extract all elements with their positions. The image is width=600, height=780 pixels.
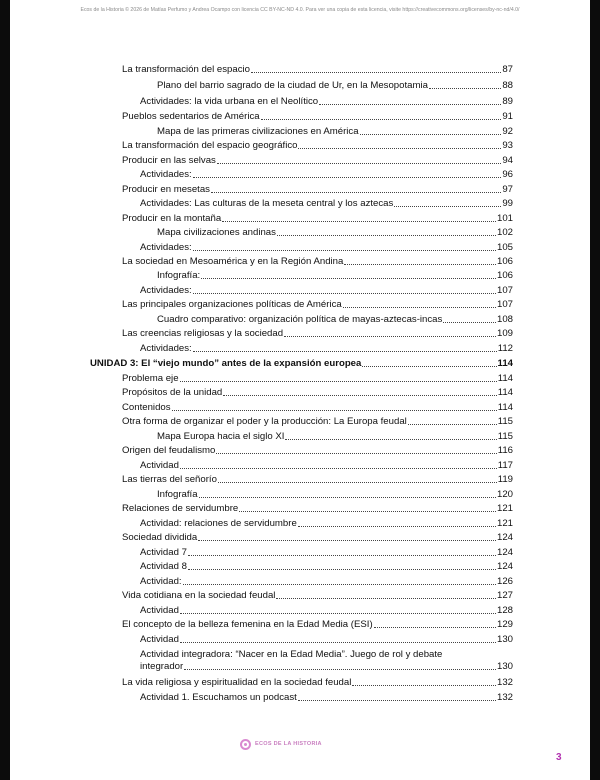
- toc-entry-title: Producir en la montaña: [122, 213, 222, 224]
- dot-leader: [284, 335, 496, 337]
- toc-entry[interactable]: [122, 213, 513, 225]
- dot-leader: [276, 597, 496, 599]
- dot-leader: [239, 510, 496, 512]
- toc-entry-title: Cuadro comparativo: organización política de mayas-aztecas-incas: [157, 314, 443, 325]
- toc-entry-page: 96: [502, 169, 513, 180]
- toc-entry-page: 114: [497, 358, 513, 369]
- toc-entry-page: 91: [502, 111, 513, 122]
- dot-leader: [193, 292, 496, 294]
- toc-entry-page: 124: [496, 532, 513, 543]
- toc-entry-page: 101: [496, 213, 513, 224]
- toc-entry[interactable]: [140, 198, 513, 210]
- toc-entry[interactable]: [122, 416, 513, 428]
- toc-entry[interactable]: [122, 445, 513, 457]
- toc-entry-title: Las tierras del señorío: [122, 474, 217, 485]
- toc-entry-page: 114: [497, 373, 513, 384]
- toc-entry-title: Actividades:: [140, 285, 192, 296]
- toc-entry-page: 107: [496, 299, 513, 310]
- toc-entry-page: 124: [496, 547, 513, 558]
- toc-entry-title: Actividad: [140, 634, 179, 645]
- dot-leader: [352, 684, 496, 686]
- toc-entry-title: Mapa civilizaciones andinas: [157, 227, 276, 238]
- toc-entry-page: 132: [496, 677, 513, 688]
- toc-entry-page: 128: [496, 605, 513, 616]
- toc-entry[interactable]: [122, 677, 513, 689]
- dot-leader: [362, 365, 496, 367]
- toc-entry[interactable]: [122, 299, 513, 311]
- dot-leader: [193, 350, 497, 352]
- dot-leader: [251, 71, 501, 73]
- dot-leader: [408, 423, 497, 425]
- toc-entry-title: Contenidos: [122, 402, 171, 413]
- toc-entry[interactable]: [140, 285, 513, 297]
- toc-entry[interactable]: [140, 547, 513, 559]
- toc-entry-page: 115: [497, 416, 513, 427]
- dot-leader: [193, 249, 496, 251]
- dot-leader: [184, 668, 496, 670]
- toc-entry-page: 97: [502, 184, 513, 195]
- toc-entry-page: 130: [496, 661, 513, 672]
- toc-entry[interactable]: [157, 314, 513, 326]
- toc-entry-title: Actividades:: [140, 242, 192, 253]
- toc-entry[interactable]: [122, 373, 513, 385]
- dot-leader: [443, 321, 496, 323]
- toc-entry-title: Otra forma de organizar el poder y la producción: La Europa feudal: [122, 416, 407, 427]
- logo-circle-icon: [240, 739, 251, 750]
- toc-entry[interactable]: [157, 489, 513, 501]
- toc-entry[interactable]: [140, 634, 513, 646]
- dot-leader: [183, 583, 496, 585]
- dot-leader: [188, 568, 496, 570]
- dot-leader: [285, 438, 496, 440]
- toc-entry[interactable]: [122, 155, 513, 167]
- toc-entry-title: Actividad:: [140, 576, 182, 587]
- toc-entry[interactable]: [140, 169, 513, 181]
- toc-entry[interactable]: [122, 140, 513, 152]
- dot-leader: [198, 539, 496, 541]
- toc-entry-title: Las creencias religiosas y la sociedad: [122, 328, 284, 339]
- toc-entry[interactable]: [140, 605, 513, 617]
- toc-entry-title: Origen del feudalismo: [122, 445, 216, 456]
- toc-entry-title: Actividades: la vida urbana en el Neolítico: [140, 96, 319, 107]
- toc-entry[interactable]: [140, 576, 513, 588]
- toc-entry-page: 127: [496, 590, 513, 601]
- toc-entry-page: 102: [496, 227, 513, 238]
- dot-leader: [222, 220, 496, 222]
- toc-entry-title: Problema eje: [122, 373, 179, 384]
- dot-leader: [374, 626, 496, 628]
- toc-entry-page: 89: [502, 96, 513, 107]
- toc-entry-title: Actividad: [140, 605, 179, 616]
- toc-entry-page: 106: [496, 270, 513, 281]
- toc-entry[interactable]: [140, 343, 513, 355]
- dot-leader: [180, 467, 497, 469]
- dot-leader: [298, 525, 496, 527]
- toc-entry-title: Actividad 1. Escuchamos un podcast: [140, 692, 297, 703]
- toc-entry[interactable]: [157, 227, 513, 239]
- toc-entry-page: 112: [497, 343, 513, 354]
- toc-entry-title: Actividades:: [140, 343, 192, 354]
- toc-entry[interactable]: [122, 387, 513, 399]
- toc-entry-page: 126: [496, 576, 513, 587]
- toc-entry-page: 105: [496, 242, 513, 253]
- toc-entry[interactable]: [157, 80, 513, 92]
- document-page: [10, 0, 590, 780]
- toc-entry-page: 120: [496, 489, 513, 500]
- toc-entry[interactable]: [140, 692, 513, 704]
- toc-entry[interactable]: [122, 64, 513, 76]
- dot-leader: [298, 699, 496, 701]
- toc-entry-page: 121: [496, 503, 513, 514]
- toc-entry-title: Actividad 8: [140, 561, 187, 572]
- toc-entry-page: 114: [497, 387, 513, 398]
- toc-entry-page: 114: [497, 402, 513, 413]
- dot-leader: [180, 641, 496, 643]
- toc-entry-page: 129: [496, 619, 513, 630]
- toc-entry-page: 93: [502, 140, 513, 151]
- toc-entry-title: Mapa Europa hacia el siglo XI: [157, 431, 285, 442]
- toc-entry[interactable]: [157, 431, 513, 443]
- logo-text: ECOS DE LA HISTORIA: [255, 741, 322, 747]
- toc-entry-page: 107: [496, 285, 513, 296]
- toc-entry-page: 87: [502, 64, 513, 75]
- toc-entry-page: 115: [497, 431, 513, 442]
- toc-entry-title: Actividad: [140, 460, 179, 471]
- toc-entry-page: 88: [502, 80, 513, 91]
- toc-entry[interactable]: [140, 242, 513, 254]
- toc-entry-title: Producir en las selvas: [122, 155, 216, 166]
- toc-entry-title: Pueblos sedentarios de América: [122, 111, 260, 122]
- dot-leader: [319, 103, 501, 105]
- toc-entry-page: 116: [497, 445, 513, 456]
- toc-entry-page: 106: [496, 256, 513, 267]
- toc-entry[interactable]: [122, 328, 513, 340]
- toc-entry[interactable]: [140, 649, 513, 673]
- toc-entry-page: 121: [496, 518, 513, 529]
- dot-leader: [343, 306, 496, 308]
- ecos-logo: [240, 737, 322, 751]
- dot-leader: [211, 191, 501, 193]
- toc-entry[interactable]: [122, 503, 513, 515]
- toc-entry[interactable]: [122, 532, 513, 544]
- toc-entry-title: Relaciones de servidumbre: [122, 503, 239, 514]
- toc-entry[interactable]: [122, 111, 513, 123]
- toc-entry[interactable]: [122, 474, 513, 486]
- dot-leader: [180, 380, 497, 382]
- toc-entry-title: Mapa de las primeras civilizaciones en América: [157, 126, 359, 137]
- toc-entry[interactable]: [157, 270, 513, 282]
- toc-entry-page: 92: [502, 126, 513, 137]
- toc-entry-title: Las principales organizaciones políticas de América: [122, 299, 342, 310]
- toc-entry-page: 108: [496, 314, 513, 325]
- dot-leader: [188, 554, 496, 556]
- dot-leader: [217, 162, 501, 164]
- toc-entry-title: La vida religiosa y espiritualidad en la sociedad feudal: [122, 677, 352, 688]
- toc-entry[interactable]: [140, 96, 513, 108]
- dot-leader: [172, 409, 497, 411]
- toc-entry-page: 130: [496, 634, 513, 645]
- dot-leader: [344, 263, 496, 265]
- dot-leader: [180, 612, 496, 614]
- dot-leader: [199, 496, 496, 498]
- dot-leader: [223, 394, 496, 396]
- dot-leader: [261, 118, 502, 120]
- toc-entry-page: 119: [497, 474, 513, 485]
- toc-entry-title: Actividades: Las culturas de la meseta central y los aztecas: [140, 198, 394, 209]
- dot-leader: [193, 176, 502, 178]
- toc-entry-title: La transformación del espacio: [122, 64, 250, 75]
- toc-entry[interactable]: [157, 126, 513, 138]
- toc-entry[interactable]: [140, 460, 513, 472]
- toc-entry-title: Actividad integradora: “Nacer en la Edad Media”. Juego de rol y debate: [140, 649, 443, 660]
- dot-leader: [429, 87, 501, 89]
- toc-entry[interactable]: [122, 256, 513, 268]
- toc-entry-title: Producir en mesetas: [122, 184, 210, 195]
- toc-entry-title: Infografía: [157, 489, 198, 500]
- toc-entry-title-line2: integrador: [140, 661, 184, 672]
- page-number: 3: [556, 752, 562, 763]
- toc-entry-title: Infografía:: [157, 270, 201, 281]
- toc-entry-page: 132: [496, 692, 513, 703]
- toc-entry-title: Plano del barrio sagrado de la ciudad de Ur, en la Mesopotamia: [157, 80, 428, 91]
- toc-entry-page: 99: [502, 198, 513, 209]
- toc-entry-title: El concepto de la belleza femenina en la Edad Media (ESI): [122, 619, 373, 630]
- toc-entry-page: 94: [502, 155, 513, 166]
- dot-leader: [277, 234, 496, 236]
- dot-leader: [298, 147, 501, 149]
- dot-leader: [360, 133, 502, 135]
- toc-entry-title: Vida cotidiana en la sociedad feudal: [122, 590, 276, 601]
- toc-entry[interactable]: [122, 619, 513, 631]
- toc-entry-title: La sociedad en Mesoamérica y en la Región Andina: [122, 256, 344, 267]
- toc-entry[interactable]: [140, 518, 513, 530]
- dot-leader: [201, 277, 496, 279]
- toc-unit-heading[interactable]: [90, 358, 513, 370]
- toc-entry-title: Actividad: relaciones de servidumbre: [140, 518, 297, 529]
- dot-leader: [218, 481, 497, 483]
- license-header: Ecos de la Historia © 2026 de Matías Perfumo y Andrea Ocampo con licencia CC BY-NC-ND 4.0. Para ver una copia de esta licencia, visite https://creativecommons.org/licenses/by-nc-nd/4.0/: [80, 7, 520, 13]
- toc-entry-title: La transformación del espacio geográfico: [122, 140, 298, 151]
- toc-entry-title: UNIDAD 3: El “viejo mundo” antes de la expansión europea: [90, 358, 362, 369]
- toc-entry[interactable]: [122, 402, 513, 414]
- toc-entry-page: 109: [496, 328, 513, 339]
- toc-entry-title: Actividad 7: [140, 547, 187, 558]
- toc-entry[interactable]: [140, 561, 513, 573]
- toc-entry[interactable]: [122, 590, 513, 602]
- toc-entry[interactable]: [122, 184, 513, 196]
- toc-entry-title: Sociedad dividida: [122, 532, 198, 543]
- toc-entry-title: Propósitos de la unidad: [122, 387, 223, 398]
- toc-entry-continuation: [140, 661, 513, 673]
- dot-leader: [216, 452, 496, 454]
- toc-entry-title: Actividades:: [140, 169, 192, 180]
- toc-entry-page: 117: [497, 460, 513, 471]
- toc-entry-page: 124: [496, 561, 513, 572]
- dot-leader: [394, 205, 501, 207]
